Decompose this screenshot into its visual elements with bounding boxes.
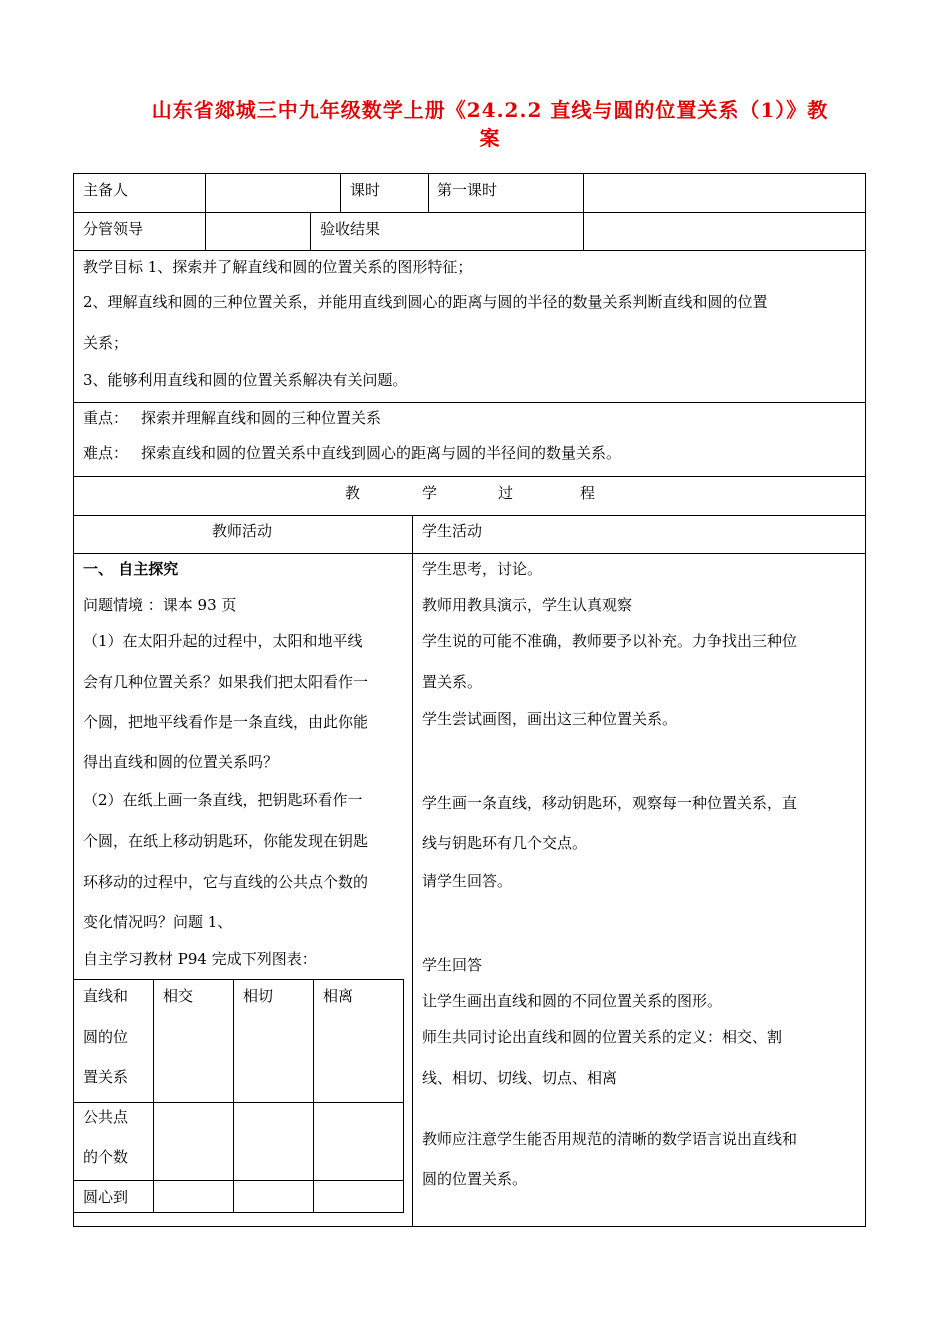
teacher-line: 自主学习教材 P94 完成下列图表： (83, 950, 317, 968)
title-line-1: 山东省郯城三中九年级数学上册《24.2.2 直线与圆的位置关系（1）》教 (151, 98, 829, 122)
title-line-2: 案 (479, 126, 501, 150)
student-line: 师生共同讨论出直线和圆的位置关系的定义：相交、割 (422, 1028, 783, 1046)
focus-label: 重点： (83, 409, 129, 427)
period-label: 课时 (350, 181, 381, 199)
table-rule (310, 212, 311, 250)
teacher-line: 得出直线和圆的位置关系吗？ (83, 753, 279, 771)
table-rule (340, 173, 341, 212)
teacher-line: （1）在太阳升起的过程中，太阳和地平线 (83, 632, 363, 650)
supervisor-label: 分管领导 (83, 220, 144, 238)
relation-header-line: 直线和 (83, 987, 129, 1005)
teacher-line: （2）在纸上画一条直线，把钥匙环看作一 (83, 791, 363, 809)
table-rule (73, 476, 866, 477)
relation-header-line: 置关系 (83, 1068, 129, 1086)
table-rule (583, 173, 584, 250)
process-heading-char: 学 (422, 484, 438, 502)
period-value: 第一课时 (437, 181, 498, 199)
lead-preparer-label: 主备人 (83, 181, 129, 199)
student-line: 圆的位置关系。 (422, 1170, 528, 1188)
focus-text: 探索并理解直线和圆的三种位置关系 (141, 409, 382, 427)
table-rule (313, 979, 314, 1213)
separate-header: 相离 (323, 987, 354, 1005)
student-line: 学生说的可能不准确，教师要予以补充。力争找出三种位 (422, 632, 798, 650)
teacher-line: 变化情况吗？问题 1、 (83, 913, 233, 931)
student-line: 学生画一条直线，移动钥匙环，观察每一种位置关系，直 (422, 794, 798, 812)
acceptance-label: 验收结果 (320, 220, 381, 238)
student-line: 置关系。 (422, 673, 483, 691)
student-line: 教师应注意学生能否用规范的清晰的数学语言说出直线和 (422, 1130, 798, 1148)
teacher-line: 会有几种位置关系？如果我们把太阳看作一 (83, 673, 369, 691)
process-heading-char: 过 (498, 484, 514, 502)
table-rule (233, 979, 234, 1213)
objective-line: 教学目标 1、探索并了解直线和圆的位置关系的图形特征； (83, 258, 473, 276)
center-distance-label: 圆心到 (83, 1188, 129, 1206)
student-line: 学生思考，讨论。 (422, 560, 543, 578)
relation-header-line: 圆的位 (83, 1028, 129, 1046)
common-points-label: 公共点 (83, 1108, 129, 1126)
student-line: 学生回答 (422, 956, 483, 974)
objective-line: 2、理解直线和圆的三种位置关系，并能用直线到圆心的距离与圆的半径的数量关系判断直线和圆的位置 (83, 293, 768, 311)
student-line: 教师用教具演示，学生认真观察 (422, 596, 633, 614)
table-rule (205, 173, 206, 250)
student-line: 线、相切、切线、切点、相离 (422, 1069, 618, 1087)
table-rule (153, 979, 154, 1213)
table-rule (73, 553, 866, 554)
table-rule (428, 173, 429, 212)
process-heading-char: 教 (345, 484, 361, 502)
teacher-line: 环移动的过程中，它与直线的公共点个数的 (83, 873, 369, 891)
table-rule (73, 250, 866, 251)
student-line: 线与钥匙环有几个交点。 (422, 834, 588, 852)
student-line: 让学生画出直线和圆的不同位置关系的图形。 (422, 992, 723, 1010)
table-rule (73, 402, 866, 403)
student-line: 请学生回答。 (422, 872, 513, 890)
table-rule (73, 1102, 404, 1103)
section-heading: 一、 自主探究 (83, 560, 179, 578)
objective-line: 关系； (83, 334, 129, 352)
teacher-line: 问题情境 ：课本 93 页 (83, 596, 237, 614)
objective-line: 3、能够利用直线和圆的位置关系解决有关问题。 (83, 371, 408, 389)
column-divider (412, 515, 413, 1227)
teacher-column-heading: 教师活动 (212, 522, 273, 540)
table-rule (73, 515, 866, 516)
student-column-heading: 学生活动 (422, 522, 483, 540)
teacher-line: 个圆，把地平线看作是一条直线，由此你能 (83, 713, 369, 731)
student-line: 学生尝试画图，画出这三种位置关系。 (422, 710, 678, 728)
intersect-header: 相交 (163, 987, 194, 1005)
difficulty-label: 难点： (83, 444, 129, 462)
teacher-line: 个圆，在纸上移动钥匙环，你能发现在钥匙 (83, 832, 369, 850)
table-rule (73, 1180, 404, 1181)
common-points-label: 的个数 (83, 1148, 129, 1166)
table-rule (73, 212, 866, 213)
document-title (80, 96, 900, 152)
tangent-header: 相切 (243, 987, 274, 1005)
relation-table (73, 979, 404, 1213)
process-heading-char: 程 (580, 484, 596, 502)
difficulty-text: 探索直线和圆的位置关系中直线到圆心的距离与圆的半径间的数量关系。 (141, 444, 622, 462)
